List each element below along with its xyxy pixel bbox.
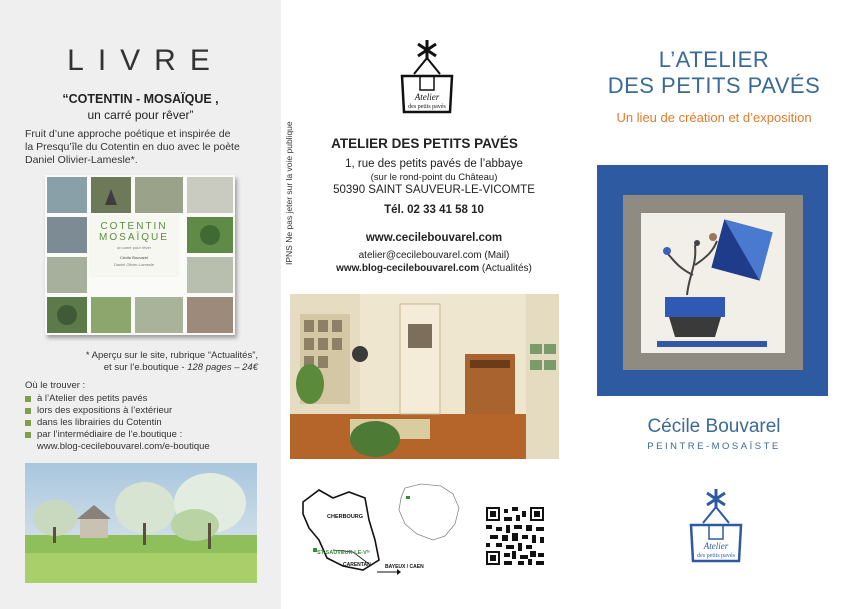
cover-title	[568, 47, 860, 99]
cover-title-line1: COTENTIN	[100, 221, 168, 232]
cover-title-line2: DES PETITS PAVÉS	[607, 73, 821, 98]
address-street: 1, rue des petits pavés de l’abbaye	[345, 158, 523, 170]
address-note: (sur le rond-point du Château)	[370, 172, 498, 183]
atelier-name: ATELIER DES PETITS PAVÉS	[331, 136, 518, 151]
interior-photo	[290, 294, 559, 459]
where-list	[25, 393, 265, 453]
apercu-prefix: et sur l’e.boutique -	[103, 362, 188, 373]
atelier-logo-top	[396, 36, 458, 116]
logo-text-petits-paves: des petits pavés	[697, 553, 735, 559]
apercu-line2	[20, 362, 258, 374]
intro-line: la Presqu’île du Cotentin en duo avec le poète	[25, 141, 240, 153]
qr-code[interactable]	[486, 507, 544, 565]
eboutique-link[interactable]: www.blog-cecilebouvarel.com/e-boutique	[37, 441, 210, 452]
where-item: lors des expositions à l’extérieur	[25, 405, 265, 417]
mosaic-artwork	[597, 165, 828, 396]
book-intro	[25, 128, 257, 167]
where-item: dans les librairies du Cotentin	[25, 417, 265, 429]
intro-line: Daniel Olivier-Lamesle*.	[25, 154, 138, 166]
email-note: (Mail)	[484, 250, 510, 261]
email-link[interactable]: atelier@cecilebouvarel.com	[358, 250, 482, 261]
mosaic-artwork-photo	[597, 165, 828, 396]
cover-tagline: un carré pour rêver	[116, 245, 151, 250]
map-label-cherbourg: CHERBOURG	[327, 514, 364, 520]
cover-title-block	[89, 215, 179, 277]
blog-link[interactable]: www.blog-cecilebouvarel.com	[336, 263, 480, 274]
orchard-watercolor	[25, 463, 257, 583]
logo-text-petits-paves: des petits pavés	[408, 104, 446, 110]
email-line	[300, 250, 568, 261]
website-link[interactable]: www.cecilebouvarel.com	[365, 232, 503, 244]
book-title: “COTENTIN - MOSAÏQUE ,	[62, 92, 219, 106]
where-item: à l’Atelier des petits pavés	[25, 393, 265, 405]
book-subtitle: un carré pour rêver”	[87, 108, 194, 122]
cover-title-line1: L’ATELIER	[658, 47, 770, 72]
phone-number: Tél. 02 33 41 58 10	[384, 204, 484, 216]
artist-role: PEINTRE-MOSAÏSTE	[647, 441, 781, 452]
atelier-logo-bottom	[685, 485, 747, 565]
where-title: Où le trouver :	[25, 380, 86, 391]
cover-title-line2: MOSAÏQUE	[99, 232, 169, 243]
artist-name: Cécile Bouvarel	[647, 416, 781, 437]
logo-text-atelier: Atelier	[703, 541, 729, 551]
location-map	[293, 480, 468, 580]
map-label-st-sauveur: ST-SAUVEUR-LE-Vᵗᵉ	[317, 550, 371, 556]
intro-line: Fruit d’une approche poétique et inspirée de	[25, 128, 231, 140]
cover-author2: Daniel Olivier-Lamesle	[113, 262, 155, 267]
atelier-interior-photo	[290, 294, 559, 459]
blog-line	[300, 263, 568, 274]
address-city: 50390 SAINT SAUVEUR-LE-VICOMTE	[333, 184, 535, 196]
where-item: par l’intermédiaire de l’e.boutique :	[25, 429, 265, 441]
livre-heading: LIVRE	[67, 44, 224, 77]
ipns-note: IPNS Ne pas jeter sur la voie publique	[284, 121, 294, 265]
apercu-note	[20, 350, 258, 374]
blog-note: (Actualités)	[481, 263, 532, 274]
logo-text-atelier: Atelier	[414, 92, 440, 102]
landscape-painting	[25, 463, 257, 583]
cover-tagline: Un lieu de création et d’exposition	[616, 110, 812, 125]
map-label-carentan: CARENTAN	[343, 562, 371, 568]
apercu-line1: * Aperçu sur le site, rubrique “Actualités”,	[85, 350, 258, 361]
book-cover-image	[45, 175, 235, 335]
map-label-bayeux: BAYEUX / CAEN	[385, 564, 424, 570]
cover-author1: Cécile Bouvarel	[119, 255, 148, 260]
apercu-price: 128 pages – 24€	[187, 362, 258, 373]
